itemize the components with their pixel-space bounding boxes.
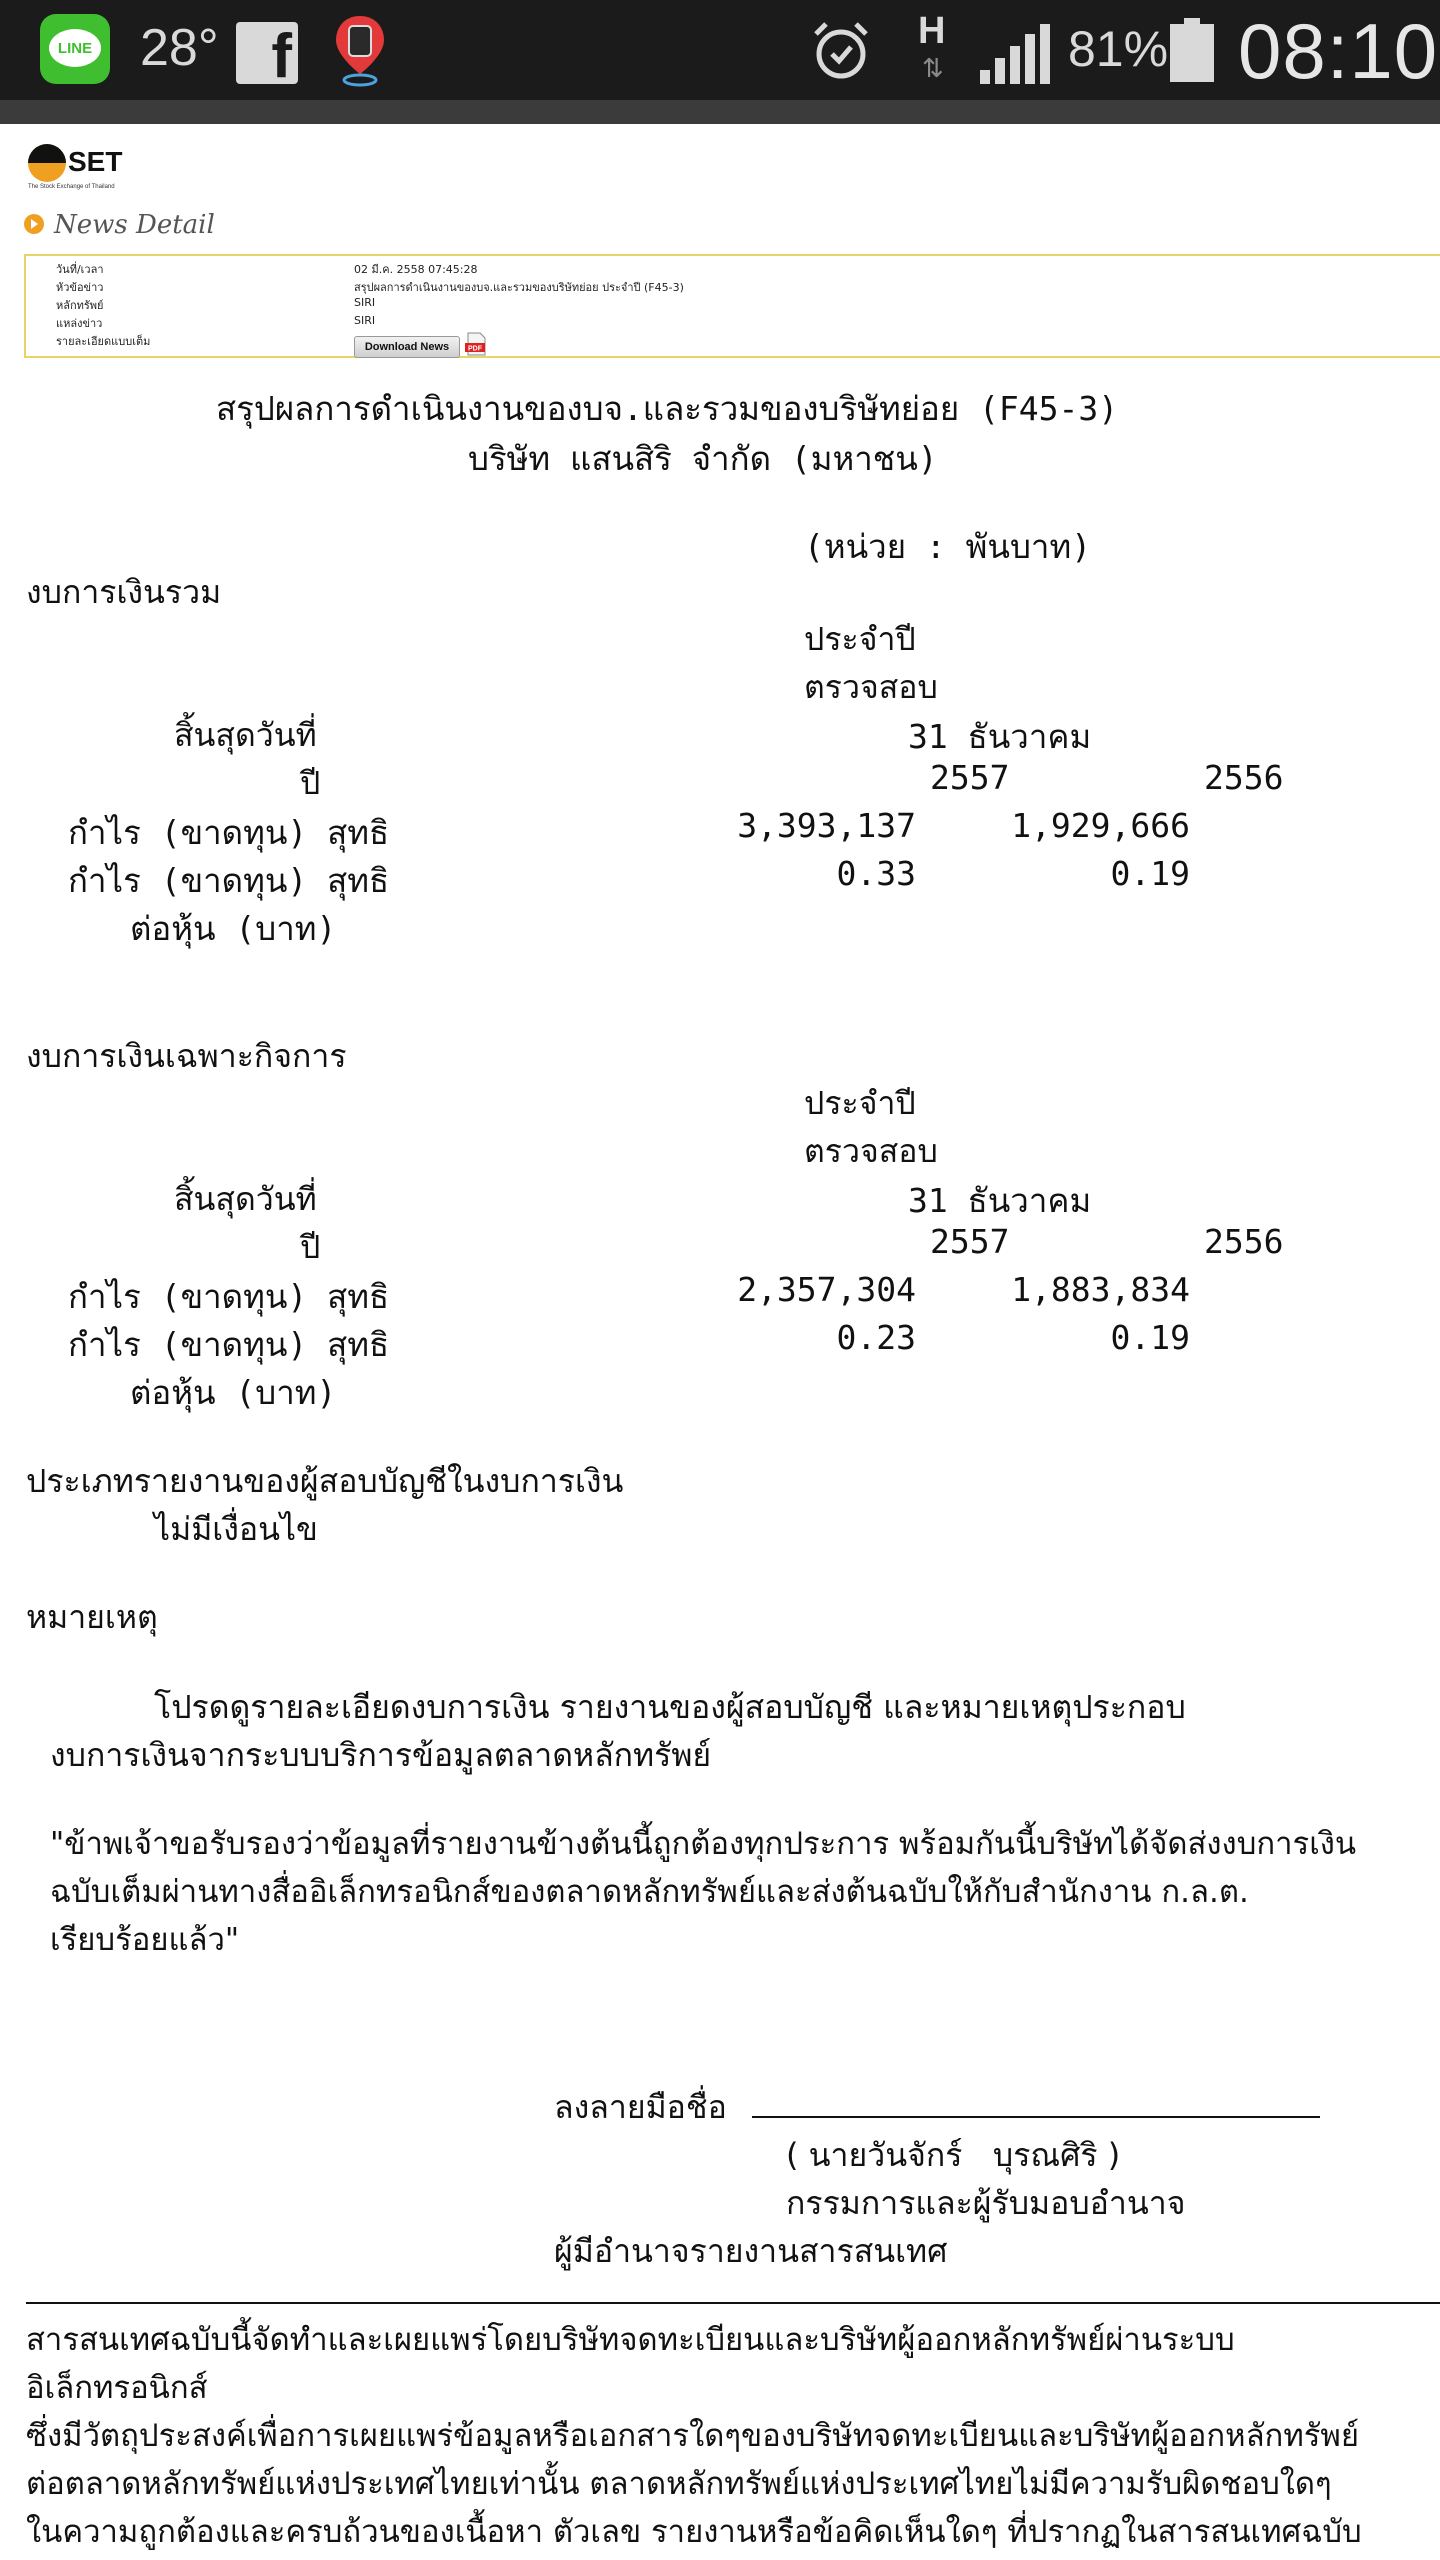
year-label: ปี xyxy=(300,764,321,802)
battery-icon xyxy=(1170,18,1214,82)
facebook-icon: f xyxy=(236,22,298,84)
eps-2556: 0.19 xyxy=(1110,1318,1190,1357)
network-type-icon xyxy=(910,10,960,90)
doc-title: สรุปผลการดำเนินงานของบจ.และรวมของบริษัทย่อย (F45-3) xyxy=(216,389,1119,428)
period-label: ประจำปี xyxy=(804,620,916,658)
end-date-label: สิ้นสุดวันที่ xyxy=(174,1180,317,1218)
eps-unit-label: ต่อหุ้น (บาท) xyxy=(130,909,337,948)
disclaimer-line-4: ต่อตลาดหลักทรัพย์แห่งประเทศไทยเท่านั้น ตลาดหลักทรัพย์แห่งประเทศไทยไม่มีความรับผิดชอบใดๆ xyxy=(26,2466,1332,2502)
signal-icon xyxy=(980,24,1050,84)
signer-name: ( นายวันจักร์ บุรณศิริ ) xyxy=(786,2136,1121,2174)
eps-unit-label: ต่อหุ้น (บาท) xyxy=(130,1373,337,1412)
auditor-report-type: ไม่มีเงื่อนไข xyxy=(154,1510,318,1548)
network-type: H xyxy=(918,10,946,52)
audit-label: ตรวจสอบ xyxy=(804,668,938,706)
news-info-box xyxy=(24,254,1440,358)
certify-line-1: "ข้าพเจ้าขอรับรองว่าข้อมูลที่รายงานข้างต้นนี้ถูกต้องทุกประการ พร้อมกันนี้บริษัทได้จัดส่งงบการเงิน xyxy=(50,1826,1357,1862)
eps-2557: 0.23 xyxy=(836,1318,916,1357)
pdf-icon[interactable] xyxy=(464,332,488,356)
alarm-icon xyxy=(810,20,872,82)
info-value-security: SIRI xyxy=(354,296,376,309)
end-date-label: สิ้นสุดวันที่ xyxy=(174,716,317,754)
eps-label: กำไร (ขาดทุน) สุทธิ xyxy=(68,1325,390,1364)
line-app-icon xyxy=(40,14,110,84)
certify-line-3: เรียบร้อยแล้ว" xyxy=(50,1922,240,1958)
info-label-security: หลักทรัพย์ xyxy=(56,299,104,312)
set-logo[interactable] xyxy=(28,140,148,194)
section-heading-separate: งบการเงินเฉพาะกิจการ xyxy=(26,1037,347,1075)
certify-line-2: ฉบับเต็มผ่านทางสื่ออิเล็กทรอนิกส์ของตลาดหลักทรัพย์และส่งต้นฉบับให้กับสำนักงาน ก.ล.ต. xyxy=(50,1874,1249,1910)
status-bar xyxy=(0,0,1440,100)
end-date: 31 ธันวาคม xyxy=(908,1181,1092,1220)
eps-2556: 0.19 xyxy=(1110,854,1190,893)
disclaimer-line-5: ในความถูกต้องและครบถ้วนของเนื้อหา ตัวเลข รายงานหรือข้อคิดเห็นใดๆ ที่ปรากฏในสารสนเทศฉบับ xyxy=(26,2514,1362,2550)
divider xyxy=(26,2302,1440,2304)
pdf-label: PDF xyxy=(468,345,482,353)
bullet-icon xyxy=(24,214,44,234)
disclaimer-line-3: ซึ่งมีวัตถุประสงค์เพื่อการเผยแพร่ข้อมูลหรือเอกสารใดๆของบริษัทจดทะเบียนและบริษัทผู้ออกหลักทรัพย์ xyxy=(26,2418,1360,2454)
battery-percent: 81% xyxy=(1068,21,1169,77)
page-title: News Detail xyxy=(54,210,215,240)
disclaimer-line-1: สารสนเทศฉบับนี้จัดทำและเผยแพร่โดยบริษัทจดทะเบียนและบริษัทผู้ออกหลักทรัพย์ผ่านระบบ xyxy=(26,2322,1235,2358)
eps-2557: 0.33 xyxy=(836,854,916,893)
net-profit-label: กำไร (ขาดทุน) สุทธิ xyxy=(68,813,390,852)
year-label: ปี xyxy=(300,1228,321,1266)
info-label-full-detail: รายละเอียดแบบเต็ม xyxy=(56,335,151,348)
year-2556: 2556 xyxy=(1204,1222,1284,1261)
disclaimer-line-2: อิเล็กทรอนิกส์ xyxy=(26,2370,208,2406)
year-2556: 2556 xyxy=(1204,758,1284,797)
note-line-2: งบการเงินจากระบบบริการข้อมูลตลาดหลักทรัพย์ xyxy=(50,1736,712,1774)
info-label-datetime: วันที่/เวลา xyxy=(56,263,104,276)
unit-label: (หน่วย : พันบาท) xyxy=(804,527,1092,566)
end-date: 31 ธันวาคม xyxy=(908,717,1092,756)
year-2557: 2557 xyxy=(930,1222,1010,1261)
set-logo-subtext: The Stock Exchange of Thailand xyxy=(28,184,115,190)
net-profit-2557: 3,393,137 xyxy=(737,806,916,845)
section-heading-consolidated: งบการเงินรวม xyxy=(26,573,222,611)
clock: 08:10 xyxy=(1238,7,1439,95)
net-profit-2556: 1,929,666 xyxy=(1011,806,1190,845)
line-label: LINE xyxy=(57,40,93,57)
info-value-source: SIRI xyxy=(354,314,376,327)
signer-role: ผู้มีอำนาจรายงานสารสนเทศ xyxy=(554,2232,948,2270)
network-arrows: ⇅ xyxy=(922,54,944,84)
info-value-headline: สรุปผลการดำเนินงานของบจ.และรวมของบริษัทย่อย ประจำปี (F45-3) xyxy=(354,281,684,294)
period-label: ประจำปี xyxy=(804,1084,916,1122)
download-news-button[interactable]: Download News xyxy=(354,336,460,358)
auditor-report-type-label: ประเภทรายงานของผู้สอบบัญชีในงบการเงิน xyxy=(26,1462,624,1500)
info-label-headline: หัวข้อข่าว xyxy=(56,281,104,294)
signer-title: กรรมการและผู้รับมอบอำนาจ xyxy=(786,2184,1186,2222)
signature-label: ลงลายมือชื่อ xyxy=(554,2088,727,2126)
set-logo-text: SET xyxy=(68,146,123,177)
net-profit-2556: 1,883,834 xyxy=(1011,1270,1190,1309)
note-line-1: โปรดดูรายละเอียดงบการเงิน รายงานของผู้สอบบัญชี และหมายเหตุประกอบ xyxy=(154,1688,1186,1726)
info-label-source: แหล่งข่าว xyxy=(56,317,103,330)
company-name: บริษัท แสนสิริ จำกัด (มหาชน) xyxy=(468,439,938,478)
set-logo-icon xyxy=(28,144,66,182)
signature-line xyxy=(752,2116,1320,2118)
eps-label: กำไร (ขาดทุน) สุทธิ xyxy=(68,861,390,900)
net-profit-2557: 2,357,304 xyxy=(737,1270,916,1309)
browser-top-band xyxy=(0,100,1440,124)
net-profit-label: กำไร (ขาดทุน) สุทธิ xyxy=(68,1277,390,1316)
location-pin-icon xyxy=(332,14,388,88)
note-label: หมายเหตุ xyxy=(26,1598,158,1636)
temperature: 28° xyxy=(140,19,219,77)
audit-label: ตรวจสอบ xyxy=(804,1132,938,1170)
year-2557: 2557 xyxy=(930,758,1010,797)
info-value-datetime: 02 มี.ค. 2558 07:45:28 xyxy=(354,263,478,276)
